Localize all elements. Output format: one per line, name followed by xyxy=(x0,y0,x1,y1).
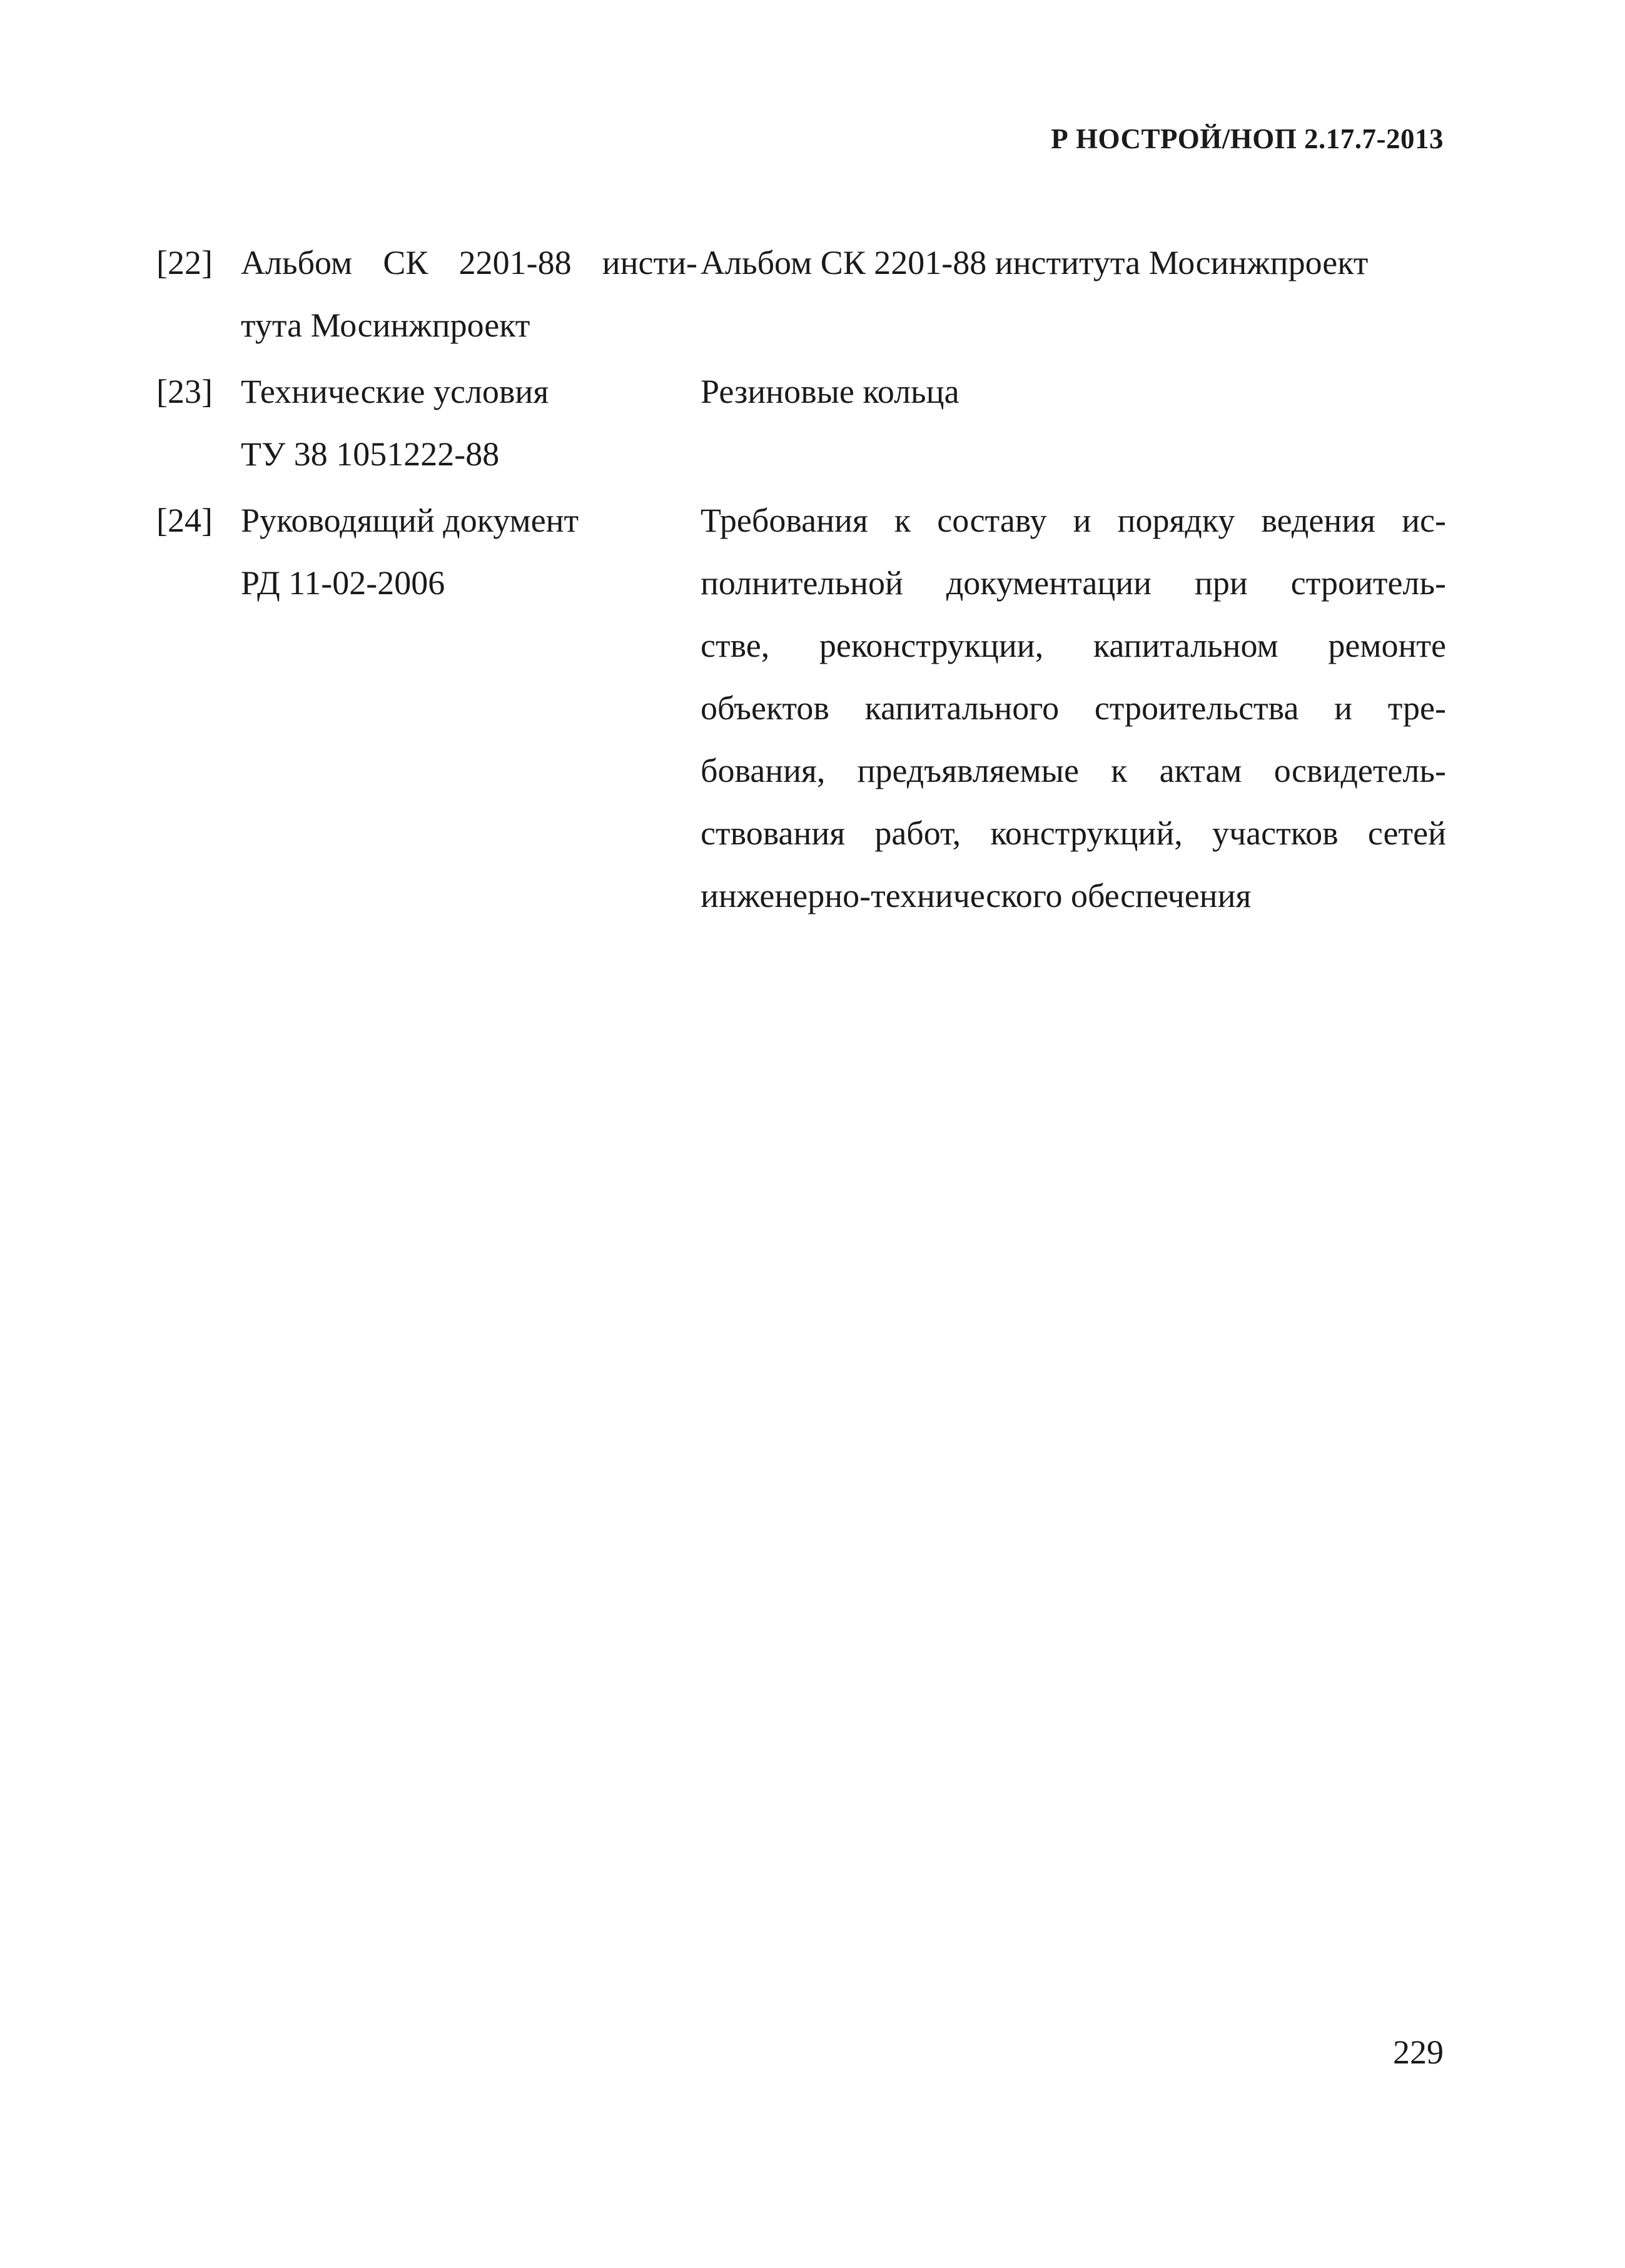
word: строитель- xyxy=(1290,564,1446,602)
word: ведения xyxy=(1261,502,1375,539)
word: конструкций, xyxy=(990,814,1183,852)
reference-item-23 xyxy=(156,360,1446,485)
reference-document-line: Руководящий документ xyxy=(241,502,579,539)
reference-item-22 xyxy=(156,231,1446,357)
word: к xyxy=(1111,752,1128,789)
reference-number: [23] xyxy=(156,373,213,410)
word: ис- xyxy=(1402,502,1446,539)
word: к xyxy=(894,502,911,539)
word: 2201-88 xyxy=(458,244,572,281)
word: участков xyxy=(1212,814,1339,852)
reference-title-line xyxy=(701,489,1446,552)
word: Требования xyxy=(701,502,868,539)
word: реконструкции, xyxy=(819,627,1044,664)
reference-number: [24] xyxy=(156,502,213,539)
word: предъявляемые xyxy=(857,752,1079,789)
reference-document-line: РД 11-02-2006 xyxy=(241,564,445,602)
reference-document-line: Технические условия xyxy=(241,373,549,410)
word: инсти- xyxy=(602,244,697,281)
word: СК xyxy=(383,244,428,281)
word: бования, xyxy=(701,752,826,789)
document-code-header: Р НОСТРОЙ/НОП 2.17.7-2013 xyxy=(1051,123,1444,154)
word: капитального xyxy=(864,689,1060,727)
reference-title xyxy=(701,360,1446,423)
reference-document xyxy=(241,231,697,357)
word: актам xyxy=(1159,752,1242,789)
word: стве, xyxy=(701,627,770,664)
reference-title-line: Резиновые кольца xyxy=(701,373,959,410)
word: Альбом xyxy=(241,244,353,281)
reference-document-line: тута Мосинжпроект xyxy=(241,306,530,344)
reference-title xyxy=(701,231,1446,294)
reference-title-line xyxy=(701,802,1446,864)
reference-document-line xyxy=(241,231,697,294)
word: сетей xyxy=(1367,814,1446,852)
word: порядку xyxy=(1117,502,1235,539)
word: освидетель- xyxy=(1273,752,1446,789)
word: ремонте xyxy=(1328,627,1446,664)
word: документации xyxy=(946,564,1152,602)
reference-document xyxy=(241,360,697,485)
reference-title-line xyxy=(701,677,1446,739)
reference-document-line: ТУ 38 1051222-88 xyxy=(241,435,500,473)
word: и xyxy=(1073,502,1091,539)
reference-title-line xyxy=(701,614,1446,677)
word: работ, xyxy=(874,814,961,852)
bibliography-list xyxy=(156,231,1446,931)
word: и xyxy=(1334,689,1353,727)
reference-title-line: инженерно-технического обеспечения xyxy=(701,877,1252,914)
reference-title-line: Альбом СК 2201-88 института Мосинжпроект xyxy=(701,244,1369,281)
page-number: 229 xyxy=(1393,2033,1444,2071)
word: капитальном xyxy=(1093,627,1278,664)
word: объектов xyxy=(701,689,829,727)
word: ствования xyxy=(701,814,846,852)
word: при xyxy=(1194,564,1248,602)
reference-title-line xyxy=(701,739,1446,802)
word: составу xyxy=(937,502,1047,539)
reference-number: [22] xyxy=(156,244,213,281)
reference-item-24 xyxy=(156,489,1446,927)
word: строительства xyxy=(1094,689,1299,727)
word: полнительной xyxy=(701,564,903,602)
reference-title xyxy=(701,489,1446,927)
reference-document xyxy=(241,489,697,614)
reference-title-line xyxy=(701,552,1446,614)
word: тре- xyxy=(1387,689,1446,727)
